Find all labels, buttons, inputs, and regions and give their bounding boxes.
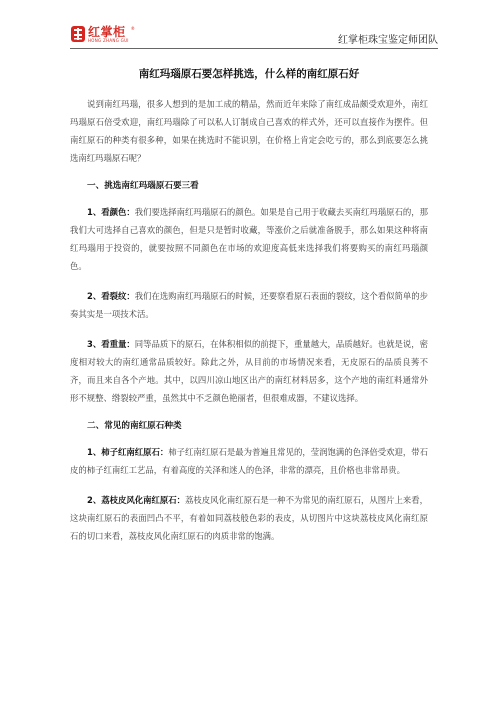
section-heading-2: 二、常见的南红原石种类	[87, 421, 182, 431]
brand-logo	[70, 22, 135, 46]
paragraph-lead: 2、看裂纹：	[87, 291, 135, 301]
registered-mark: ®	[130, 26, 135, 31]
logo-subtitle: HONG ZHANG GUI	[88, 37, 129, 43]
paragraph-lead: 1、看颜色：	[87, 207, 135, 217]
paragraph-body: 我们要选择南红玛瑙原石的颜色。如果是自己用于收藏去买南红玛瑙原石的，那我们大可选择自己喜欢的颜色，但是只是暂时收藏，等涨价之后就准备脱手，那么如果这种将南红玛瑙用于投资的，就要按照不同颜色在市场的欢迎度高低来选择我们将要购买的南红玛瑙颜色。	[70, 207, 429, 271]
paragraph-persimmon-red	[70, 443, 428, 479]
article	[70, 60, 428, 557]
paragraph-weight	[70, 335, 428, 407]
seal-logo-icon	[70, 25, 86, 43]
paragraph-body: 我们在选购南红玛瑙原石的时候，还要察看原石表面的裂纹，这个看似简单的步奏其实是一项技术活。	[70, 291, 429, 319]
paragraph-litchi-skin	[70, 491, 428, 545]
paragraph-body: 荔枝皮风化南红原石是一种不为常见的南红原石，从图片上来看，这块南红原石的表面凹凸不平，有着如同荔枝般色彩的表皮，从切图片中这块荔枝皮风化南红原石的切口来看，荔枝皮风化南红原石的肉质非常的饱满。	[70, 495, 429, 541]
section-heading-1: 一、挑选南红玛瑙原石要三看	[87, 181, 199, 191]
paragraph-cracks	[70, 287, 428, 323]
paragraph-body: 同等品质下的原石，在体积相似的前提下，重量越大，品质越好。也就是说，密度相对较大的南红通常品质较好。除此之外，从目前的市场情况来看，无皮原石的品质良莠不齐，而且来自各个产地。其中，以四川凉山地区出产的南红材料居多，这个产地的南红料通常外形不规整、绺裂较严重，虽然其中不乏颜色艳丽者，但很难成器，不建议选择。	[70, 339, 429, 403]
paragraph-lead: 2、荔枝皮风化南红原石：	[87, 495, 186, 505]
article-title: 南红玛瑙原石要怎样挑选，什么样的南红原石好	[138, 68, 360, 80]
intro-paragraph: 说到南红玛瑙，很多人想到的是加工成的精品，然而近年来除了南红成品颇受欢迎外，南红玛瑙原石倍受欢迎，南红玛瑙除了可以私人订制成自己喜欢的样式外，还可以直接作为摆件。但南红原石的种类有很多种，如果在挑选时不能识别，在价格上肯定会吃亏的，那么到底要怎么挑选南红玛瑙原石呢？	[70, 99, 428, 163]
logo-name: 红掌柜	[88, 24, 126, 39]
paragraph-body: 柿子红南红原石是最为普遍且常见的，莹润饱满的色泽倍受欢迎，带石皮的柿子红南红工艺品，有着高度的关泽和迷人的色泽，非常的漂亮，且价格也非常昂贵。	[70, 447, 429, 475]
header-team-name: 红掌柜珠宝鉴定师团队	[338, 35, 438, 46]
page-header	[70, 22, 438, 49]
paragraph-lead: 1、柿子红南红原石：	[87, 447, 169, 457]
paragraph-color	[70, 203, 428, 275]
paragraph-lead: 3、看重量：	[87, 339, 135, 349]
